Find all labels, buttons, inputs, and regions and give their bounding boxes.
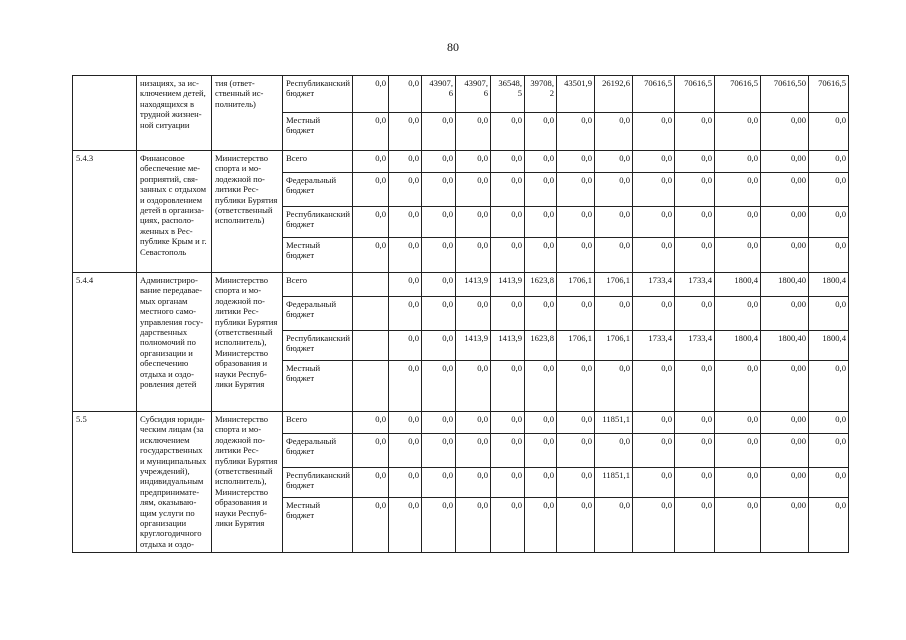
item-name: Финансовое обеспечение мероприятий, связанных с отдыхом и оздоровлением детей в организациях, расположенных в Республике Крым и г. Севастополь bbox=[137, 151, 212, 273]
value-cell: 0,00 bbox=[761, 151, 809, 173]
item-executor: Министерство спорта и молодежной политики Республики Бурятия (ответственный исполнитель) bbox=[212, 151, 283, 273]
value-cell: 0,0 bbox=[525, 468, 557, 498]
value-cell: 0,0 bbox=[525, 207, 557, 238]
value-cell: 0,0 bbox=[595, 151, 633, 173]
value-cell: 0,0 bbox=[595, 434, 633, 468]
funding-source: Местный бюджет bbox=[283, 113, 353, 151]
value-cell: 0,0 bbox=[715, 434, 761, 468]
value-cell: 0,0 bbox=[456, 151, 491, 173]
value-cell: 0,0 bbox=[491, 468, 525, 498]
value-cell: 0,0 bbox=[675, 361, 715, 412]
value-cell: 1800,40 bbox=[761, 273, 809, 297]
funding-source: Федеральный бюджет bbox=[283, 173, 353, 207]
value-cell: 0,0 bbox=[633, 207, 675, 238]
item-name: Администрирование передаваемых органам местного самоуправления государственных полномочий по организации и обеспечению отдыха и оздоровления детей bbox=[137, 273, 212, 412]
value-cell: 43907, 6 bbox=[422, 76, 456, 113]
value-cell: 0,0 bbox=[633, 151, 675, 173]
value-cell: 0,0 bbox=[491, 151, 525, 173]
value-cell: 0,0 bbox=[809, 412, 849, 434]
value-cell: 0,0 bbox=[633, 297, 675, 331]
value-cell: 0,0 bbox=[491, 238, 525, 273]
value-cell: 0,0 bbox=[715, 297, 761, 331]
value-cell: 0,0 bbox=[491, 113, 525, 151]
value-cell: 0,0 bbox=[595, 207, 633, 238]
value-cell: 0,0 bbox=[389, 151, 422, 173]
value-cell: 0,0 bbox=[353, 498, 389, 553]
value-cell: 0,0 bbox=[809, 434, 849, 468]
value-cell: 0,0 bbox=[456, 468, 491, 498]
value-cell: 70616,5 bbox=[633, 76, 675, 113]
value-cell: 0,0 bbox=[595, 238, 633, 273]
item-name: Субсидия юридическим лицам (за исключением государственных и муниципальных учреждений), индивидуальным предпринимателям, оказывающим услуги по организации круглогодичного отдыха и оздо- bbox=[137, 412, 212, 553]
value-cell: 0,0 bbox=[595, 361, 633, 412]
value-cell: 0,0 bbox=[675, 434, 715, 468]
value-cell: 0,00 bbox=[761, 113, 809, 151]
value-cell: 0,0 bbox=[389, 498, 422, 553]
value-cell: 0,0 bbox=[456, 173, 491, 207]
value-cell: 0,0 bbox=[422, 412, 456, 434]
value-cell: 0,0 bbox=[389, 76, 422, 113]
value-cell: 0,0 bbox=[456, 113, 491, 151]
value-cell: 0,0 bbox=[525, 173, 557, 207]
value-cell: 1800,4 bbox=[715, 331, 761, 361]
value-cell: 36548, 5 bbox=[491, 76, 525, 113]
value-cell: 0,0 bbox=[389, 207, 422, 238]
value-cell: 1800,4 bbox=[809, 331, 849, 361]
value-cell bbox=[353, 297, 389, 331]
value-cell: 0,0 bbox=[422, 331, 456, 361]
value-cell: 0,0 bbox=[557, 151, 595, 173]
value-cell: 0,0 bbox=[633, 434, 675, 468]
table-row bbox=[73, 151, 849, 173]
value-cell: 0,0 bbox=[389, 297, 422, 331]
value-cell: 0,0 bbox=[525, 297, 557, 331]
value-cell: 0,0 bbox=[633, 361, 675, 412]
item-code: 5.4.3 bbox=[73, 151, 137, 273]
value-cell: 0,0 bbox=[456, 434, 491, 468]
value-cell: 0,0 bbox=[595, 113, 633, 151]
item-code: 5.5 bbox=[73, 412, 137, 553]
item-executor: тия (ответственный исполнитель) bbox=[212, 76, 283, 151]
value-cell: 0,0 bbox=[422, 173, 456, 207]
value-cell: 0,00 bbox=[761, 468, 809, 498]
value-cell: 0,0 bbox=[422, 238, 456, 273]
value-cell: 0,0 bbox=[353, 113, 389, 151]
funding-source: Всего bbox=[283, 273, 353, 297]
value-cell: 11851,1 bbox=[595, 468, 633, 498]
value-cell: 0,0 bbox=[715, 238, 761, 273]
value-cell: 0,0 bbox=[715, 498, 761, 553]
value-cell: 0,0 bbox=[633, 498, 675, 553]
value-cell: 0,0 bbox=[491, 297, 525, 331]
item-code bbox=[73, 76, 137, 151]
item-executor: Министерство спорта и молодежной политики Республики Бурятия (ответственный исполнитель), Министерство образования и науки Республики Бурятия bbox=[212, 412, 283, 553]
value-cell: 0,00 bbox=[761, 361, 809, 412]
value-cell: 0,0 bbox=[456, 361, 491, 412]
value-cell: 0,0 bbox=[525, 498, 557, 553]
value-cell: 0,0 bbox=[389, 361, 422, 412]
funding-source: Федеральный бюджет bbox=[283, 297, 353, 331]
value-cell: 70616,5 bbox=[675, 76, 715, 113]
value-cell: 0,0 bbox=[353, 238, 389, 273]
value-cell: 70616,5 bbox=[809, 76, 849, 113]
funding-source: Республиканский бюджет bbox=[283, 331, 353, 361]
value-cell: 0,0 bbox=[557, 412, 595, 434]
value-cell: 0,0 bbox=[353, 412, 389, 434]
value-cell: 0,0 bbox=[389, 468, 422, 498]
value-cell: 0,0 bbox=[422, 207, 456, 238]
value-cell: 0,0 bbox=[491, 361, 525, 412]
value-cell: 0,0 bbox=[675, 412, 715, 434]
value-cell: 0,0 bbox=[491, 498, 525, 553]
value-cell: 0,0 bbox=[491, 434, 525, 468]
value-cell: 0,0 bbox=[633, 173, 675, 207]
value-cell: 0,0 bbox=[422, 273, 456, 297]
value-cell: 1800,40 bbox=[761, 331, 809, 361]
item-name: низациях, за исключением детей, находящихся в трудной жизненной ситуации bbox=[137, 76, 212, 151]
value-cell: 0,0 bbox=[353, 434, 389, 468]
value-cell: 0,0 bbox=[715, 468, 761, 498]
funding-source: Местный бюджет bbox=[283, 361, 353, 412]
value-cell: 0,0 bbox=[809, 113, 849, 151]
value-cell: 0,0 bbox=[809, 297, 849, 331]
value-cell: 0,0 bbox=[809, 468, 849, 498]
value-cell: 0,00 bbox=[761, 297, 809, 331]
value-cell: 1413,9 bbox=[456, 331, 491, 361]
value-cell: 0,0 bbox=[715, 173, 761, 207]
value-cell: 1623,8 bbox=[525, 331, 557, 361]
value-cell: 0,00 bbox=[761, 238, 809, 273]
value-cell: 0,0 bbox=[633, 412, 675, 434]
value-cell: 1413,9 bbox=[491, 331, 525, 361]
value-cell: 1706,1 bbox=[557, 331, 595, 361]
value-cell: 0,0 bbox=[633, 238, 675, 273]
value-cell: 0,0 bbox=[557, 434, 595, 468]
value-cell: 0,0 bbox=[525, 361, 557, 412]
value-cell: 0,0 bbox=[557, 238, 595, 273]
value-cell: 26192,6 bbox=[595, 76, 633, 113]
value-cell: 0,0 bbox=[557, 468, 595, 498]
value-cell: 0,0 bbox=[675, 151, 715, 173]
value-cell: 0,0 bbox=[389, 113, 422, 151]
value-cell: 0,0 bbox=[525, 151, 557, 173]
value-cell: 0,0 bbox=[456, 238, 491, 273]
funding-source: Всего bbox=[283, 151, 353, 173]
value-cell: 1800,4 bbox=[809, 273, 849, 297]
value-cell: 0,0 bbox=[422, 361, 456, 412]
value-cell: 0,0 bbox=[809, 238, 849, 273]
value-cell: 0,0 bbox=[633, 113, 675, 151]
value-cell: 1733,4 bbox=[633, 331, 675, 361]
value-cell: 0,0 bbox=[557, 173, 595, 207]
value-cell: 1800,4 bbox=[715, 273, 761, 297]
funding-source: Республиканский бюджет bbox=[283, 207, 353, 238]
value-cell: 0,0 bbox=[353, 151, 389, 173]
funding-source: Федеральный бюджет bbox=[283, 434, 353, 468]
value-cell: 0,0 bbox=[715, 207, 761, 238]
value-cell: 0,0 bbox=[389, 434, 422, 468]
value-cell: 0,0 bbox=[595, 173, 633, 207]
value-cell: 0,0 bbox=[525, 412, 557, 434]
value-cell: 0,0 bbox=[715, 151, 761, 173]
value-cell: 0,0 bbox=[715, 113, 761, 151]
value-cell: 0,0 bbox=[557, 297, 595, 331]
value-cell: 0,0 bbox=[491, 173, 525, 207]
table-row bbox=[73, 273, 849, 297]
value-cell: 1623,8 bbox=[525, 273, 557, 297]
value-cell bbox=[353, 331, 389, 361]
value-cell: 0,0 bbox=[422, 498, 456, 553]
value-cell: 0,0 bbox=[389, 331, 422, 361]
value-cell: 1413,9 bbox=[456, 273, 491, 297]
value-cell: 0,0 bbox=[491, 207, 525, 238]
value-cell: 0,0 bbox=[353, 173, 389, 207]
value-cell: 0,0 bbox=[456, 297, 491, 331]
value-cell: 0,0 bbox=[422, 468, 456, 498]
value-cell: 0,00 bbox=[761, 498, 809, 553]
value-cell: 0,0 bbox=[557, 113, 595, 151]
value-cell: 0,0 bbox=[675, 468, 715, 498]
value-cell: 0,0 bbox=[557, 361, 595, 412]
value-cell bbox=[353, 361, 389, 412]
value-cell: 0,0 bbox=[389, 238, 422, 273]
value-cell bbox=[353, 273, 389, 297]
item-executor: Министерство спорта и молодежной политики Республики Бурятия (ответственный исполнитель), Министерство образования и науки Республики Бурятия bbox=[212, 273, 283, 412]
value-cell: 0,0 bbox=[353, 207, 389, 238]
value-cell: 0,0 bbox=[595, 498, 633, 553]
page-number: 80 bbox=[447, 40, 459, 54]
value-cell: 0,0 bbox=[675, 173, 715, 207]
value-cell: 11851,1 bbox=[595, 412, 633, 434]
item-code: 5.4.4 bbox=[73, 273, 137, 412]
value-cell: 0,0 bbox=[809, 498, 849, 553]
value-cell: 1706,1 bbox=[595, 331, 633, 361]
value-cell: 0,00 bbox=[761, 173, 809, 207]
budget-table bbox=[72, 75, 849, 553]
value-cell: 0,0 bbox=[491, 412, 525, 434]
value-cell: 0,0 bbox=[422, 297, 456, 331]
value-cell: 1733,4 bbox=[675, 331, 715, 361]
value-cell: 0,0 bbox=[675, 113, 715, 151]
value-cell: 1733,4 bbox=[633, 273, 675, 297]
value-cell: 0,00 bbox=[761, 412, 809, 434]
value-cell: 0,0 bbox=[389, 173, 422, 207]
value-cell: 1706,1 bbox=[557, 273, 595, 297]
value-cell: 43907, 6 bbox=[456, 76, 491, 113]
value-cell: 0,0 bbox=[422, 151, 456, 173]
value-cell: 0,0 bbox=[809, 173, 849, 207]
funding-source: Республиканский бюджет bbox=[283, 468, 353, 498]
value-cell: 43501,9 bbox=[557, 76, 595, 113]
value-cell: 0,00 bbox=[761, 207, 809, 238]
value-cell: 70616,5 bbox=[715, 76, 761, 113]
value-cell: 0,0 bbox=[809, 361, 849, 412]
table-row bbox=[73, 76, 849, 113]
value-cell: 0,00 bbox=[761, 434, 809, 468]
value-cell: 0,0 bbox=[557, 498, 595, 553]
value-cell: 0,0 bbox=[525, 238, 557, 273]
value-cell: 1706,1 bbox=[595, 273, 633, 297]
value-cell: 0,0 bbox=[595, 297, 633, 331]
value-cell: 39708, 2 bbox=[525, 76, 557, 113]
value-cell: 70616,50 bbox=[761, 76, 809, 113]
value-cell: 0,0 bbox=[456, 412, 491, 434]
value-cell: 0,0 bbox=[675, 297, 715, 331]
value-cell: 0,0 bbox=[525, 434, 557, 468]
value-cell: 0,0 bbox=[675, 498, 715, 553]
value-cell: 1733,4 bbox=[675, 273, 715, 297]
value-cell: 0,0 bbox=[422, 113, 456, 151]
value-cell: 0,0 bbox=[389, 273, 422, 297]
funding-source: Местный бюджет bbox=[283, 498, 353, 553]
value-cell: 0,0 bbox=[675, 238, 715, 273]
funding-source: Республиканский бюджет bbox=[283, 76, 353, 113]
value-cell: 0,0 bbox=[557, 207, 595, 238]
value-cell: 0,0 bbox=[389, 412, 422, 434]
value-cell: 0,0 bbox=[715, 412, 761, 434]
value-cell: 0,0 bbox=[715, 361, 761, 412]
value-cell: 0,0 bbox=[353, 76, 389, 113]
funding-source: Местный бюджет bbox=[283, 238, 353, 273]
funding-source: Всего bbox=[283, 412, 353, 434]
value-cell: 0,0 bbox=[809, 151, 849, 173]
value-cell: 0,0 bbox=[525, 113, 557, 151]
table-row bbox=[73, 412, 849, 434]
value-cell: 0,0 bbox=[422, 434, 456, 468]
value-cell: 0,0 bbox=[675, 207, 715, 238]
value-cell: 0,0 bbox=[456, 207, 491, 238]
value-cell: 1413,9 bbox=[491, 273, 525, 297]
value-cell: 0,0 bbox=[633, 468, 675, 498]
value-cell: 0,0 bbox=[353, 468, 389, 498]
value-cell: 0,0 bbox=[809, 207, 849, 238]
value-cell: 0,0 bbox=[456, 498, 491, 553]
